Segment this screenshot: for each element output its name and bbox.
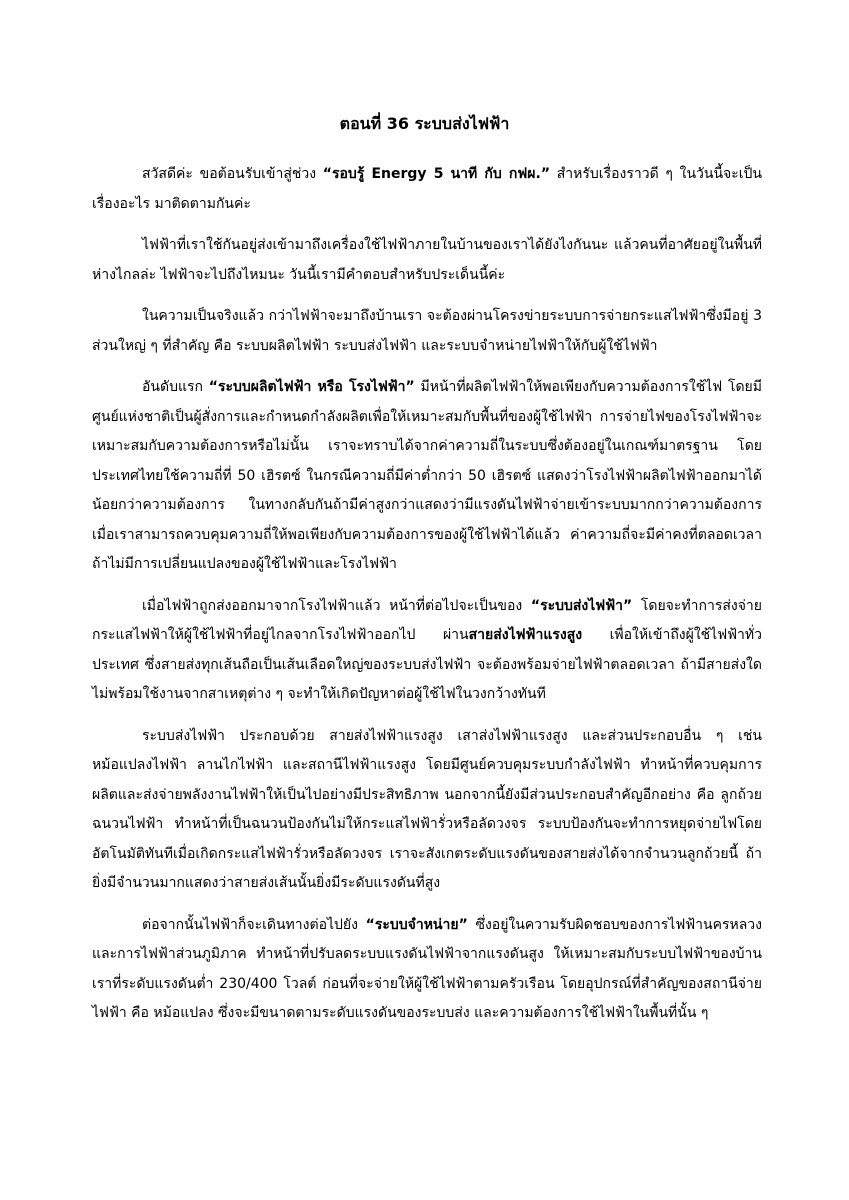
paragraph-text: ระบบส่งไฟฟ้า ประกอบด้วย สายส่งไฟฟ้าแรงสูง เสาส่งไฟฟ้าแรงสูง และส่วนประกอบอื่น ๆ เช่น หม้อแปลงไฟฟ้า ลานไกไฟฟ้า และสถานีไฟฟ้าแรงสูง โดยมีศูนย์ควบคุมระบบกำลังไฟฟ้า ทำหน้าที่ควบคุมการผลิตและส่งจ่ายพลังงานไฟฟ้าให้เป็นไปอย่างมีประสิทธิภาพ นอกจากนี้ยังมีส่วนประกอบสำคัญอีกอย่าง คือ ลูกถ้วยฉนวนไฟฟ้า ทำหน้าที่เป็นฉนวนป้องกันไม่ให้กระแสไฟฟ้ารั่วหรือลัดวงจร ระบบป้องกันจะทำการหยุดจ่ายไฟโดยอัตโนมัติทันทีเมื่อเกิดกระแสไฟฟ้ารั่วหรือลัดวงจร เราจะสังเกตระดับแรงดันของสายส่งได้จากจำนวนลูกถ้วยนี้ ถ้ายิ่งมีจำนวนมากแสดงว่าสายส่งเส้นนั้นยิ่งมีระดับแรงดันที่สูง — [92, 727, 762, 891]
emphasized-text: “ระบบผลิตไฟฟ้า หรือ โรงไฟฟ้า” — [208, 379, 415, 395]
body-paragraph — [92, 231, 762, 290]
paragraph-text: ซึ่งอยู่ในความรับผิดชอบของการไฟฟ้านครหลวงและการไฟฟ้าส่วนภูมิภาค ทำหน้าที่ปรับลดระบบแรงดันไฟฟ้าจากแรงดันสูง ให้เหมาะสมกับระบบไฟฟ้าของบ้านเราที่ระดับแรงดันต่ำ 230/400 โวลต์ ก่อนที่จะจ่ายให้ผู้ใช้ไฟฟ้าตามครัวเรือน โดยอุปกรณ์ที่สำคัญของสถานีจ่ายไฟฟ้า คือ หม้อแปลง ซึ่งจะมีขนาดตามระดับแรงดันของระบบส่ง และความต้องการใช้ไฟฟ้าในพื้นที่นั้น ๆ — [92, 916, 762, 1021]
emphasized-text: สายส่งไฟฟ้าแรงสูง — [468, 627, 583, 643]
emphasized-text: “ระบบส่งไฟฟ้า” — [530, 597, 633, 614]
emphasized-text: “รอบรู้ Energy 5 นาที กับ กฟผ.” — [322, 166, 551, 182]
paragraph-text: เมื่อไฟฟ้าถูกส่งออกมาจากโรงไฟฟ้าแล้ว หน้าที่ต่อไปจะเป็นของ — [142, 597, 531, 614]
paragraph-text: สำหรับเรื่องราวดี ๆ ในวันนี้จะเป็นเรื่องอะไร มาติดตามกันค่ะ — [92, 166, 762, 212]
body-paragraph — [92, 160, 762, 219]
paragraph-text: ในความเป็นจริงแล้ว กว่าไฟฟ้าจะมาถึงบ้านเรา จะต้องผ่านโครงข่ายระบบการจ่ายกระแสไฟฟ้าซึ่งมีอยู่ 3 ส่วนใหญ่ ๆ ที่สำคัญ คือ ระบบผลิตไฟฟ้า ระบบส่งไฟฟ้า และระบบจำหน่ายไฟฟ้าให้กับผู้ใช้ไฟฟ้า — [92, 308, 762, 354]
paragraph-text: เพื่อให้เข้าถึงผู้ใช้ไฟฟ้าทั่วประเทศ ซึ่งสายส่งทุกเส้นถือเป็นเส้นเลือดใหญ่ของระบบส่งไฟฟ้า จะต้องพร้อมจ่ายไฟฟ้าตลอดเวลา ถ้ามีสายส่งใดไม่พร้อมใช้งานจากสาเหตุต่าง ๆ จะทำให้เกิดปัญหาต่อผู้ใช้ไฟในวงกว้างทันที — [92, 627, 762, 702]
paragraph-text: สวัสดีค่ะ ขอต้อนรับเข้าสู่ช่วง — [142, 166, 323, 182]
paragraph-text: ต่อจากนั้นไฟฟ้าก็จะเดินทางต่อไปยัง — [142, 916, 366, 933]
body-paragraph — [92, 592, 762, 710]
paragraph-text: ไฟฟ้าที่เราใช้กันอยู่ส่งเข้ามาถึงเครื่องใช้ไฟฟ้าภายในบ้านของเราได้ยังไงกันนะ แล้วคนที่อาศัยอยู่ในพื้นที่ห่างไกลล่ะ ไฟฟ้าจะไปถึงไหมนะ วันนี้เรามีคำตอบสำหรับประเด็นนี้ค่ะ — [92, 237, 762, 283]
body-paragraph — [92, 722, 762, 899]
emphasized-text: “ระบบจำหน่าย” — [365, 916, 468, 933]
paragraph-text: โดยจะทำการส่งจ่ายกระแสไฟฟ้าให้ผู้ใช้ไฟฟ้าที่อยู่ไกลจากโรงไฟฟ้าออกไป ผ่าน — [92, 597, 762, 643]
document-body — [92, 160, 762, 1029]
document-title: ตอนที่ 36 ระบบส่งไฟฟ้า — [339, 114, 510, 133]
paragraph-text: มีหน้าที่ผลิตไฟฟ้าให้พอเพียงกับความต้องการใช้ไฟ โดยมีศูนย์แห่งชาติเป็นผู้สั่งการและกำหนดกำลังผลิตเพื่อให้เหมาะสมกับพื้นที่ของผู้ใช้ไฟฟ้า การจ่ายไฟของโรงไฟฟ้าจะเหมาะสมกับความต้องการหรือไม่นั้น เราจะทราบได้จากค่าความถี่ในระบบซึ่งต้องอยู่ในเกณฑ์มาตรฐาน โดยประเทศไทยใช้ความถี่ที่ 50 เฮิรตซ์ ในกรณีความถี่มีค่าต่ำกว่า 50 เฮิรตซ์ แสดงว่าโรงไฟฟ้าผลิตไฟฟ้าออกมาได้น้อยกว่าความต้องการ ในทางกลับกันถ้ามีค่าสูงกว่าแสดงว่ามีแรงดันไฟฟ้าจ่ายเข้าระบบมากกว่าความต้องการ เมื่อเราสามารถควบคุมความถี่ให้พอเพียงกับความต้องการของผู้ใช้ไฟฟ้าได้แล้ว ค่าความถี่จะมีค่าคงที่ตลอดเวลา ถ้าไม่มีการเปลี่ยนแปลงของผู้ใช้ไฟฟ้าและโรงไฟฟ้า — [92, 379, 762, 572]
body-paragraph — [92, 911, 762, 1029]
paragraph-text: อันดับแรก — [142, 379, 209, 395]
body-paragraph — [92, 373, 762, 580]
body-paragraph — [92, 302, 762, 361]
